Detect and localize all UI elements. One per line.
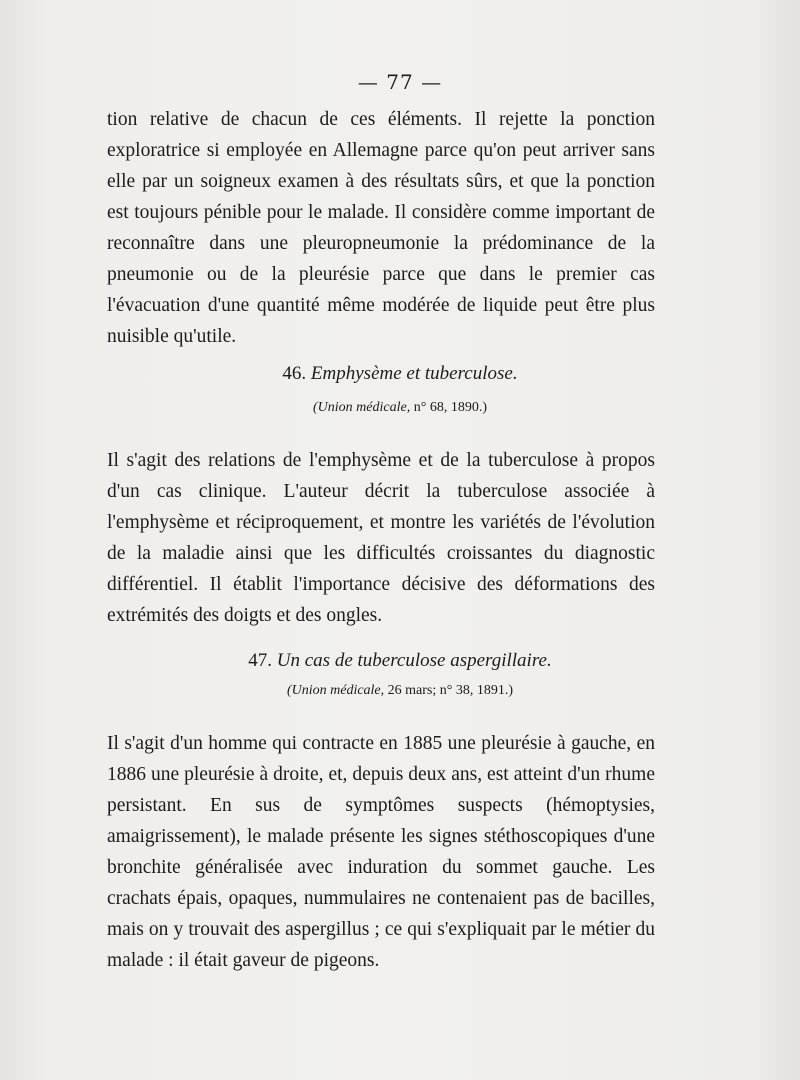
section-number: 47. [248,650,273,671]
paragraph-continuation [107,104,655,352]
source-detail: 26 mars; n° 38, 1891.) [387,683,514,698]
paragraph-text: Il s'agit d'un homme qui contracte en 1885 une pleurésie à gauche, en 1886 une pleurésie à droite, et, depuis deux ans, est atteint d'un rhume persistant. En sus de symptômes suspects (hémoptysies, amaigrissement), le malade présente les signes stéthoscopiques d'une bronchite généralisée avec induration du sommet gauche. Les crachats épais, opaques, nummulaires ne contenaient pas de bacilles, mais on y trouvait des aspergillus ; ce qui s'expliquait par le métier du malade : il était gaveur de pigeons. [107,733,655,971]
section-body-47 [107,728,655,976]
section-body-46 [107,445,655,631]
section-heading-47 [0,650,800,672]
section-heading-46 [0,363,800,385]
section-source-46 [0,400,800,416]
section-title: Emphysème et tuberculose. [310,363,518,384]
source-journal: (Union médicale, [313,400,411,415]
page-number: — 77 — [357,70,443,94]
source-detail: n° 68, 1890.) [413,400,487,415]
section-number: 46. [282,363,307,384]
source-journal: (Union médicale, [286,683,385,698]
paragraph-text: tion relative de chacun de ces éléments. Il rejette la ponction exploratrice si employée en Allemagne parce qu'on peut arriver sans elle par un soigneux examen à des résultats sûrs, et que la ponction est toujours pénible pour le malade. Il considère comme important de reconnaître dans une pleuropneumonie la prédominance de la pneumonie ou de la pleurésie parce que dans le premier cas l'évacuation d'une quantité même modérée de liquide peut être plus nuisible qu'utile. [107,109,655,347]
section-source-47 [0,683,800,699]
paragraph-text: Il s'agit des relations de l'emphysème et de la tuberculose à propos d'un cas clinique. L'auteur décrit la tuberculose associée à l'emphysème et réciproquement, et montre les variétés de l'évolution de la maladie ainsi que les difficultés croissantes du diagnostic différentiel. Il établit l'importance décisive des déformations des extrémités des doigts et des ongles. [107,450,655,626]
section-title: Un cas de tuberculose aspergillaire. [276,650,552,671]
